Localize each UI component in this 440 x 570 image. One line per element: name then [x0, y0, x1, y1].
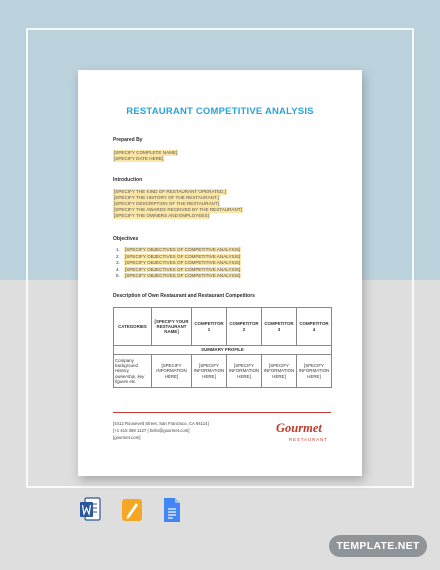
table-cell: [SPECIFY INFORMATION HERE] — [227, 355, 262, 388]
google-docs-icon[interactable] — [161, 497, 183, 523]
table-header-row — [114, 308, 332, 346]
introduction-line: [SPECIFY THE KIND OF RESTAURANT OPERATED.] — [114, 189, 226, 194]
gourmet-logo-subtitle: RESTAURANT — [289, 437, 328, 442]
footer-address: [4412 Roosevelt Street, San Francisco, CA 94114] — [113, 421, 209, 426]
table-cell: [SPECIFY INFORMATION HERE] — [297, 355, 332, 388]
introduction-label: Introduction — [113, 177, 143, 183]
prepared-by-line: [SPECIFY DATE HERE] — [114, 156, 164, 161]
table-row — [114, 355, 332, 388]
gourmet-logo: Gourmet — [276, 421, 322, 435]
footer-divider — [113, 412, 331, 413]
summary-row — [114, 346, 332, 355]
table-section-label: Description of Own Restaurant and Restaurant Competitors — [113, 293, 255, 299]
table-header-cell: COMPETITOR 4 — [297, 308, 332, 346]
summary-profile-cell: SUMMARY PROFILE — [114, 346, 332, 355]
table-header-cell: [SPECIFY YOUR RESTAURANT NAME] — [152, 308, 192, 346]
prepared-by-label: Prepared By — [113, 137, 143, 143]
row-label: Company background — [115, 357, 138, 369]
competitor-table — [113, 307, 332, 388]
document-title: RESTAURANT COMPETITIVE ANALYSIS — [126, 106, 314, 117]
template-net-badge[interactable]: TEMPLATE.NET — [329, 535, 427, 557]
introduction-line: [SPECIFY THE AWARDS RECEIVED BY THE RESTAURANT] — [114, 207, 242, 212]
table-header-cell: COMPETITOR 3 — [262, 308, 297, 346]
table-cell: [SPECIFY INFORMATION HERE] — [192, 355, 227, 388]
objective-item: 5. [SPECIFY OBJECTIVES OF COMPETITIVE ANALYSIS] — [116, 273, 241, 278]
table-cell: [SPECIFY INFORMATION HERE] — [152, 355, 192, 388]
introduction-line: [SPECIFY DESCRIPTION OF THE RESTAURANT] — [114, 201, 219, 206]
table-header-cell: COMPETITOR 1 — [192, 308, 227, 346]
introduction-line: [SPECIFY THE HISTORY OF THE RESTAURANT.] — [114, 195, 219, 200]
objectives-list — [116, 247, 241, 280]
table-header-cell: CATEGORIES — [114, 308, 152, 346]
footer-contact: [+1 415 359 1127 | hello@gourmet.com] — [113, 428, 190, 433]
objective-item: 3. [SPECIFY OBJECTIVES OF COMPETITIVE ANALYSIS] — [116, 260, 241, 265]
objectives-label: Objectives — [113, 236, 139, 242]
footer-website: [gourmet.com] — [113, 435, 141, 440]
pages-icon[interactable] — [121, 497, 143, 523]
objective-item: 1. [SPECIFY OBJECTIVES OF COMPETITIVE ANALYSIS] — [116, 247, 241, 252]
row-label-cell — [114, 355, 152, 388]
introduction-line: [SPECIFY THE OWNERS AND EMPLOYEES] — [114, 213, 209, 218]
table-cell: [SPECIFY INFORMATION HERE] — [262, 355, 297, 388]
objective-item: 2. [SPECIFY OBJECTIVES OF COMPETITIVE ANALYSIS] — [116, 253, 241, 259]
table-header-cell: COMPETITOR 2 — [227, 308, 262, 346]
objective-item: 4. [SPECIFY OBJECTIVES OF COMPETITIVE ANALYSIS] — [116, 266, 241, 272]
document-preview — [78, 70, 362, 476]
word-icon[interactable] — [79, 497, 101, 523]
row-sublabel: History, ownership, key figures etc. — [115, 368, 145, 384]
prepared-by-line: [SPECIFY COMPLETE NAME] — [114, 150, 178, 155]
